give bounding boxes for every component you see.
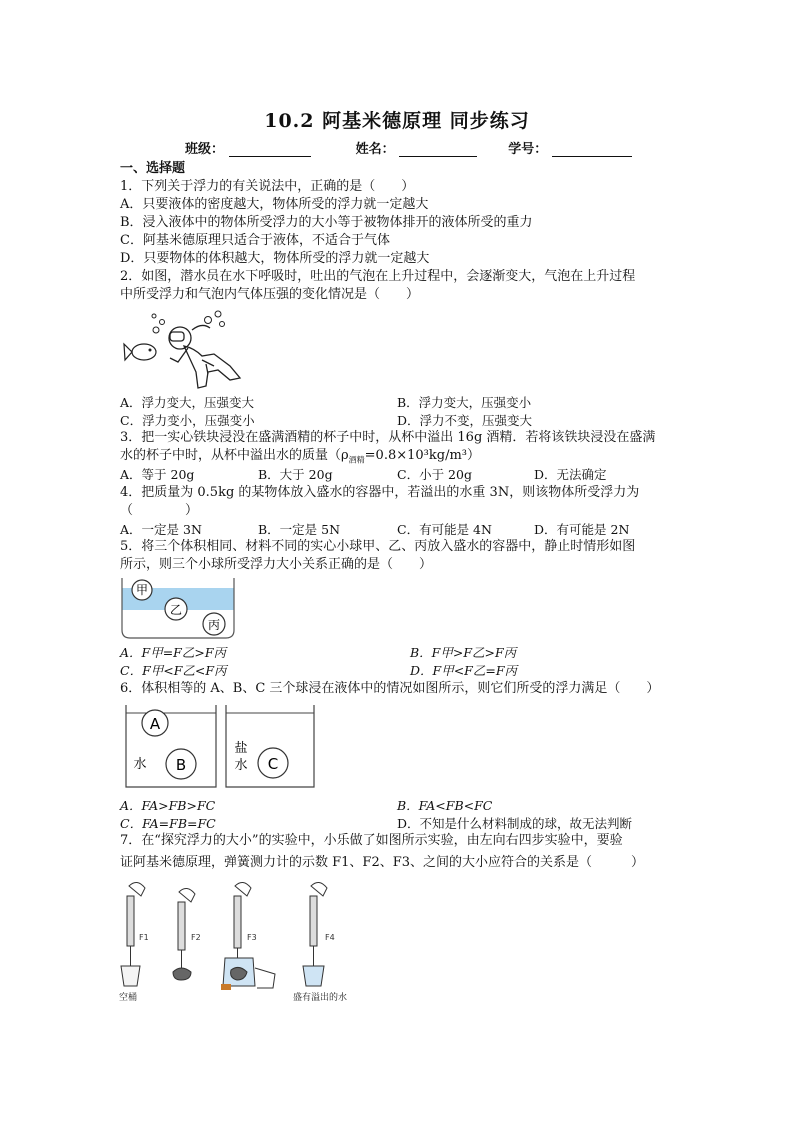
caption-empty-bucket: 空桶: [119, 993, 138, 1003]
q7-stem-line2: 证阿基米德原理，弹簧测力计的示数 F1、F2、F3、之间的大小应符合的关系是（ ）: [120, 855, 645, 870]
q3-stem-text-end: =0.8×10³kg/m³）: [364, 448, 480, 463]
ball-jia-label: 甲: [135, 583, 149, 597]
bubbles-icon: [152, 311, 225, 333]
q3-option-c[interactable]: C．小于 20g: [397, 467, 472, 482]
q5-container-figure: [120, 578, 238, 640]
step4-spring-scale: [303, 882, 335, 986]
water-label: 水: [133, 757, 147, 772]
q2-option-c[interactable]: C．浮力变小，压强变小: [120, 413, 255, 428]
q1-option-b[interactable]: B．浸入液体中的物体所受浮力的大小等于被物体排开的液体所受的重力: [120, 215, 533, 230]
q4-option-a[interactable]: A．一定是 3N: [120, 522, 202, 537]
q3-stem-text: 水的杯子中时，从杯中溢出水的质量（ρ: [120, 448, 349, 463]
q7-stem-line1: 7．在“探究浮力的大小”的实验中，小乐做了如图所示实验，由左向右四步实验中，要验: [120, 833, 623, 848]
diver-icon: [169, 325, 240, 388]
q1-stem: 1．下列关于浮力的有关说法中，正确的是（ ）: [120, 179, 415, 194]
q4-option-d[interactable]: D．有可能是 2N: [534, 522, 630, 537]
q5-stem-line2: 所示，则三个小球所受浮力大小关系正确的是（ ）: [120, 557, 433, 572]
beaker-water: [126, 705, 216, 787]
q3-option-d[interactable]: D．无法确定: [534, 467, 607, 482]
q6-option-d[interactable]: D．不知是什么材料制成的球，故无法判断: [397, 816, 633, 831]
q2-option-a[interactable]: A．浮力变大，压强变大: [120, 395, 255, 410]
ball-bing-label: 丙: [207, 618, 221, 632]
q2-option-d[interactable]: D．浮力不变，压强变大: [397, 413, 533, 428]
q6-option-a[interactable]: A．FA>FB>FC: [120, 798, 216, 813]
class-label: 班级：: [185, 142, 225, 157]
step1-spring-scale: [121, 882, 149, 986]
ball-b-label: B: [175, 756, 187, 774]
q4-stem-line2: （ ）: [120, 503, 199, 518]
q6-option-c[interactable]: C．FA=FB=FC: [120, 816, 216, 831]
q6-option-b[interactable]: B．FA<FB<FC: [397, 798, 493, 813]
ball-yi-label: 乙: [169, 603, 183, 617]
name-label: 姓名：: [355, 142, 395, 157]
q3-option-b[interactable]: B．大于 20g: [258, 467, 333, 482]
ball-bing: [203, 613, 225, 635]
id-label: 学号：: [508, 142, 548, 157]
fish-icon: [124, 344, 156, 360]
q1-option-d[interactable]: D．只要物体的体积越大，物体所受的浮力就一定越大: [120, 251, 430, 266]
caption-overflow-water: 盛有溢出的水: [293, 993, 348, 1003]
q6-figure: [120, 703, 320, 793]
f3-label: F3: [247, 933, 257, 942]
ball-c-label: C: [267, 755, 279, 773]
ball-jia: [132, 580, 152, 600]
q2-option-b[interactable]: B．浮力变大，压强变小: [397, 395, 532, 410]
beaker-saltwater: [226, 705, 314, 787]
f4-label: F4: [325, 933, 335, 942]
section-heading: 一、选择题: [120, 161, 186, 176]
f2-label: F2: [191, 933, 201, 942]
q4-option-b[interactable]: B．一定是 5N: [258, 522, 341, 537]
ball-a-label: A: [149, 715, 161, 733]
q6-stem: 6．体积相等的 A、B、C 三个球浸在液体中的情况如图所示，则它们所受的浮力满足（ ）: [120, 681, 660, 696]
diver-figure: [122, 308, 252, 392]
step2-spring-scale: [173, 888, 201, 980]
name-blank[interactable]: [399, 142, 477, 157]
q2-stem-line1: 2．如图，潜水员在水下呼吸时，吐出的气泡在上升过程中，会逐渐变大，气泡在上升过程: [120, 269, 636, 284]
q4-option-c[interactable]: C．有可能是 4N: [397, 522, 492, 537]
q4-stem-line1: 4．把质量为 0.5kg 的某物体放入盛水的容器中，若溢出的水重 3N，则该物体所受浮力为: [120, 485, 640, 500]
q5-option-b[interactable]: B．F甲>F乙>F丙: [410, 645, 517, 660]
q5-option-a[interactable]: A．F甲=F乙>F丙: [120, 645, 226, 660]
step3-spring-scale: [221, 882, 275, 990]
q1-option-a[interactable]: A．只要液体的密度越大，物体所受的浮力就一定越大: [120, 197, 429, 212]
q2-stem-line2: 中所受浮力和气泡内气体压强的变化情况是（ ）: [120, 287, 420, 302]
q1-option-c[interactable]: C．阿基米德原理只适合于液体，不适合于气体: [120, 233, 390, 248]
q3-option-a[interactable]: A．等于 20g: [120, 467, 195, 482]
class-blank[interactable]: [229, 142, 311, 157]
id-blank[interactable]: [552, 142, 632, 157]
salt-water-label: 水: [234, 758, 248, 773]
q5-stem-line1: 5．将三个体积相同、材料不同的实心小球甲、乙、丙放入盛水的容器中，静止时情形如图: [120, 539, 636, 554]
q5-option-c[interactable]: C．F甲<F乙<F丙: [120, 663, 227, 678]
salt-label: 盐: [234, 741, 248, 756]
page-title: 10.2 阿基米德原理 同步练习: [264, 110, 530, 132]
ball-yi: [165, 598, 187, 620]
q5-option-d[interactable]: D．F甲<F乙=F丙: [410, 663, 517, 678]
f1-label: F1: [139, 933, 149, 942]
q3-stem-line1: 3．把一实心铁块浸没在盛满酒精的杯子中时，从杯中溢出 16g 酒精．若将该铁块浸没在盛满: [120, 430, 656, 445]
q3-rho-sub: 酒精: [348, 455, 365, 465]
student-info: [185, 138, 632, 157]
q7-figure: [115, 878, 365, 1008]
